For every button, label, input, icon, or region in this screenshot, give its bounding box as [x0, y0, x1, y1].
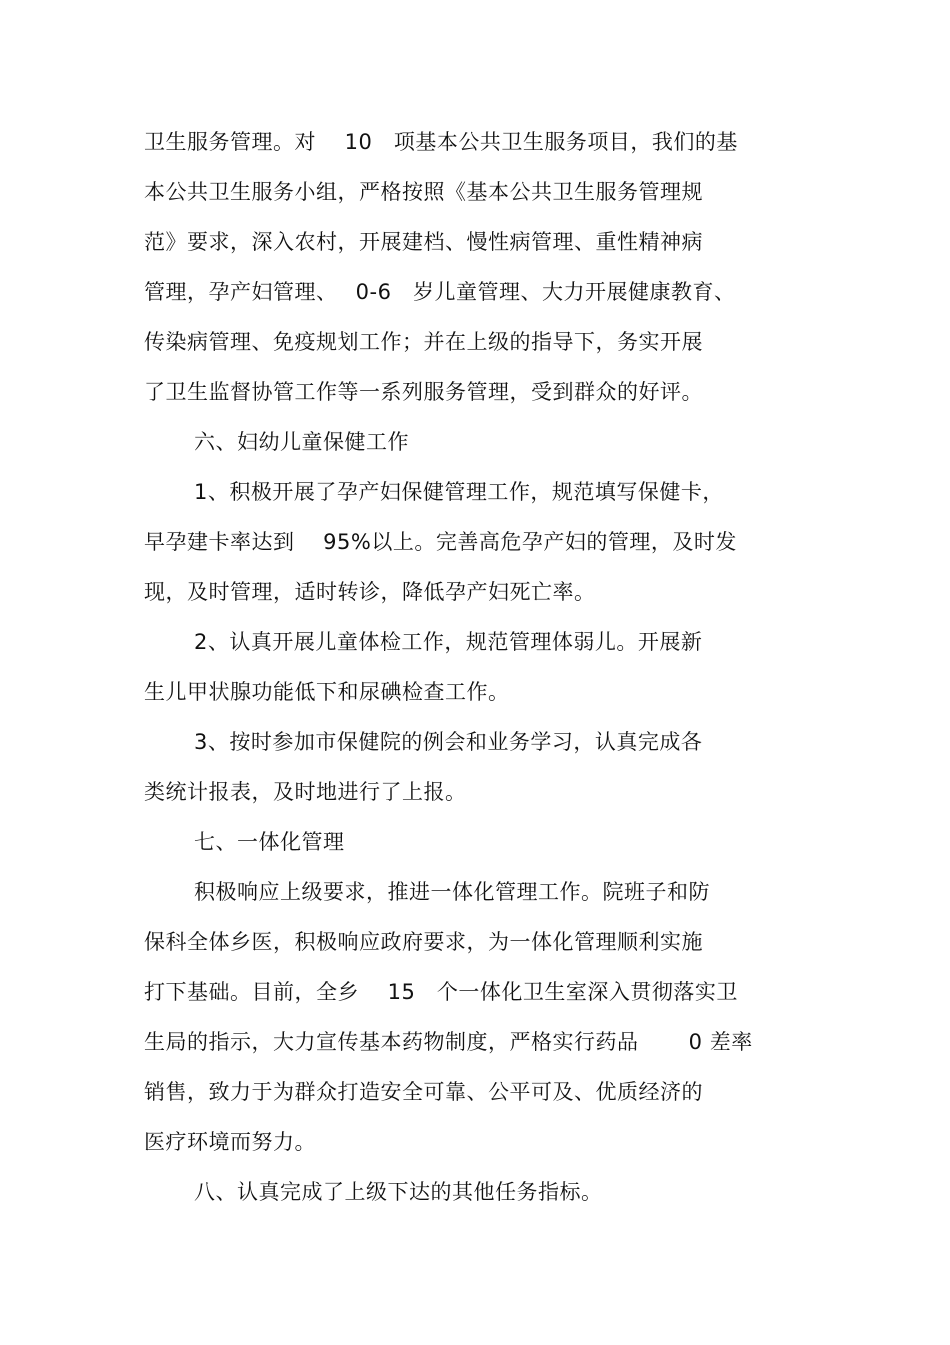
text-line: 生局的指示，大力宣传基本药物制度，严格实行药品 0 差率: [144, 1030, 753, 1054]
text-line: 2、认真开展儿童体检工作，规范管理体弱儿。开展新: [194, 630, 703, 654]
text-line: 生儿甲状腺功能低下和尿碘检查工作。: [144, 680, 510, 704]
text-line: 传染病管理、免疫规划工作；并在上级的指导下，务实开展: [144, 330, 703, 354]
text-line: 卫生服务管理。对 10 项基本公共卫生服务项目，我们的基: [144, 130, 738, 154]
text-line: 积极响应上级要求，推进一体化管理工作。院班子和防: [194, 880, 710, 904]
text-line: 类统计报表，及时地进行了上报。: [144, 780, 467, 804]
text-line: 范》要求，深入农村，开展建档、慢性病管理、重性精神病: [144, 230, 703, 254]
text-line: 管理，孕产妇管理、 0-6 岁儿童管理、大力开展健康教育、: [144, 280, 736, 304]
section-heading: 八、认真完成了上级下达的其他任务指标。: [194, 1180, 603, 1204]
section-heading: 七、一体化管理: [194, 830, 345, 854]
text-line: 现，及时管理，适时转诊，降低孕产妇死亡率。: [144, 580, 596, 604]
text-line: 1、积极开展了孕产妇保健管理工作，规范填写保健卡，: [194, 480, 724, 504]
text-line: 销售，致力于为群众打造安全可靠、公平可及、优质经济的: [144, 1080, 703, 1104]
section-heading: 六、妇幼儿童保健工作: [194, 430, 409, 454]
text-line: 打下基础。目前，全乡 15 个一体化卫生室深入贯彻落实卫: [144, 980, 738, 1004]
text-line: 了卫生监督协管工作等一系列服务管理，受到群众的好评。: [144, 380, 703, 404]
text-line: 早孕建卡率达到 95%以上。完善高危孕产妇的管理，及时发: [144, 530, 737, 554]
text-line: 医疗环境而努力。: [144, 1130, 316, 1154]
text-line: 本公共卫生服务小组，严格按照《基本公共卫生服务管理规: [144, 180, 703, 204]
text-line: 3、按时参加市保健院的例会和业务学习，认真完成各: [194, 730, 703, 754]
text-line: 保科全体乡医，积极响应政府要求，为一体化管理顺利实施: [144, 930, 703, 954]
